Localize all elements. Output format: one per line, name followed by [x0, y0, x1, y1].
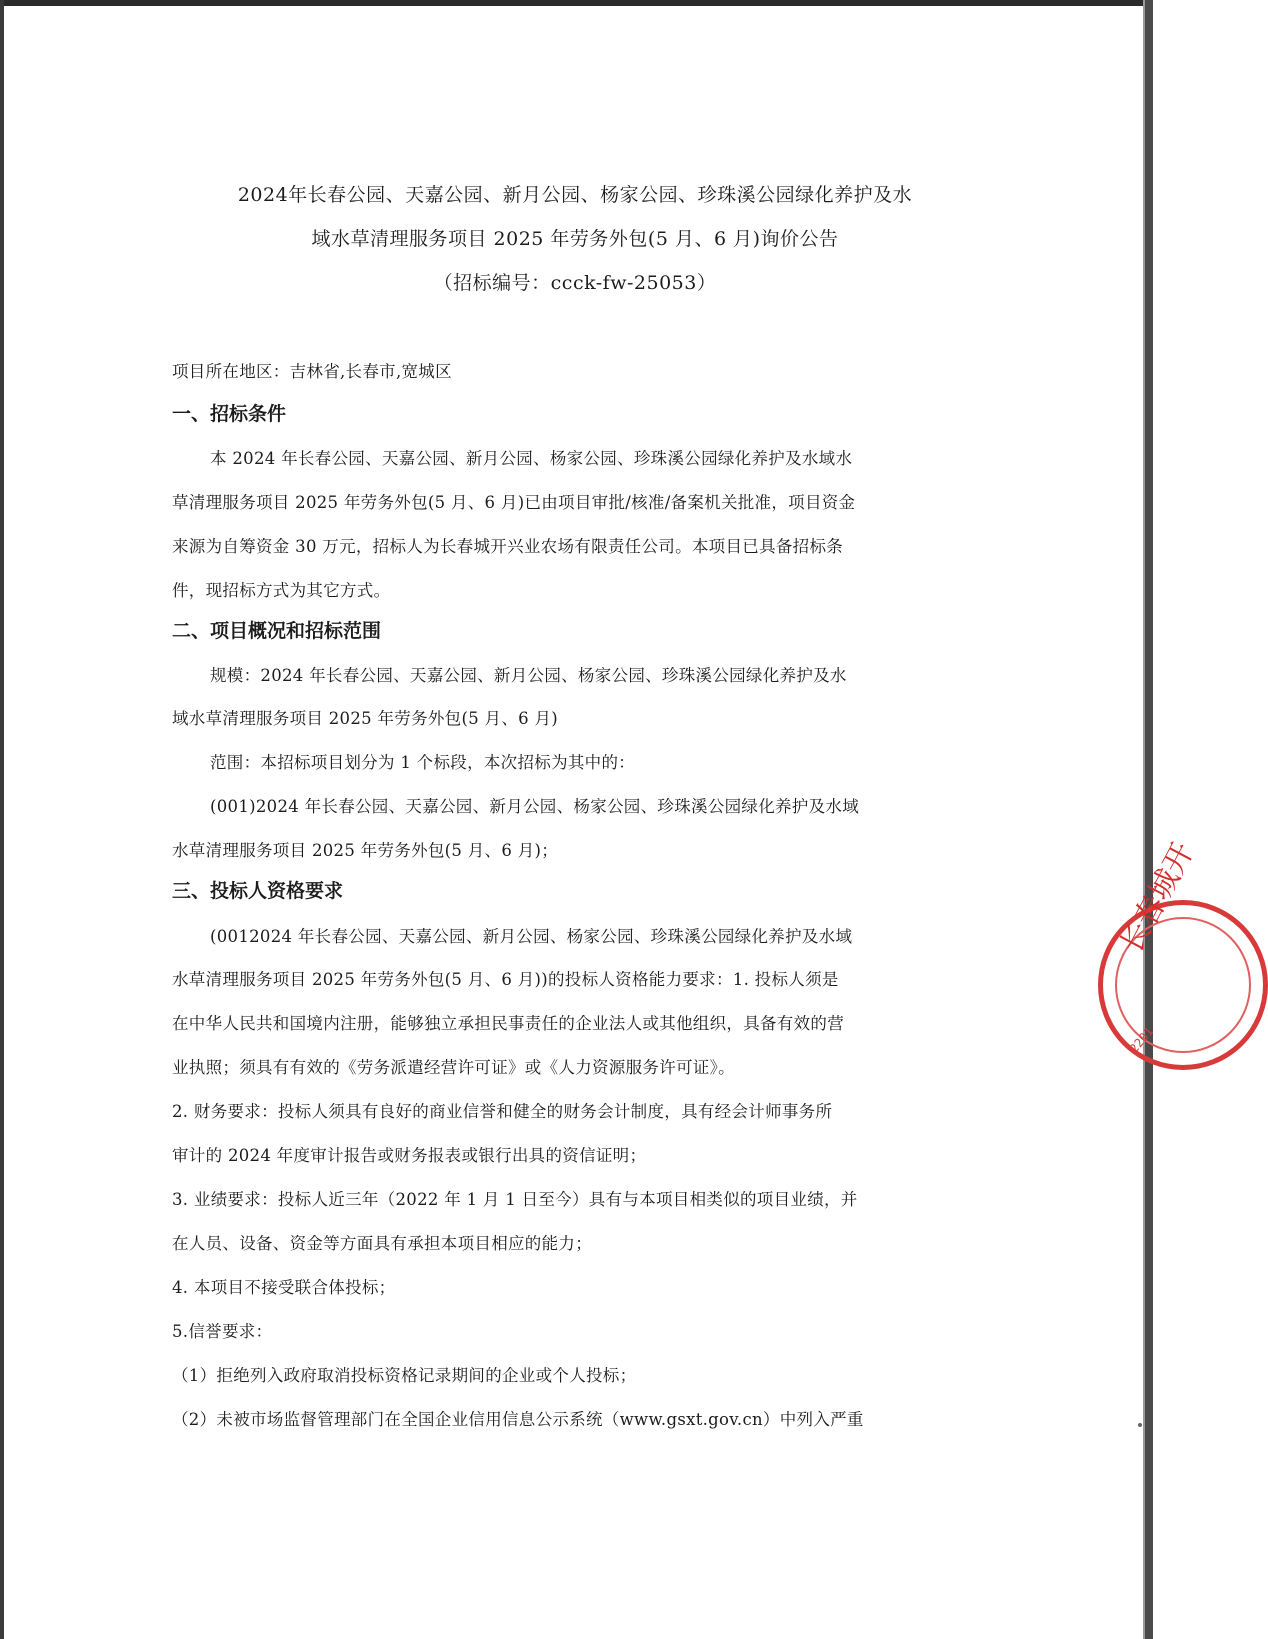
- section-3-line: （2）未被市场监督管理部门在全国企业信用信息公示系统（www.gsxt.gov.cn）中列入严重: [172, 1410, 864, 1429]
- scan-edge-left: [0, 0, 4, 1639]
- project-location: 项目所在地区：吉林省,长春市,宽城区: [172, 362, 452, 381]
- title-line-1: 2024年长春公园、天嘉公园、新月公园、杨家公园、珍珠溪公园绿化养护及水: [237, 184, 913, 206]
- section-2-line: 水草清理服务项目 2025 年劳务外包(5 月、6 月)；: [172, 841, 559, 860]
- section-1-line: 本 2024 年长春公园、天嘉公园、新月公园、杨家公园、珍珠溪公园绿化养护及水域水: [210, 449, 853, 468]
- section-3-line: 在中华人民共和国境内注册，能够独立承担民事责任的企业法人或其他组织，具备有效的营: [172, 1014, 844, 1033]
- section-3-line: 3. 业绩要求：投标人近三年（2022 年 1 月 1 日至今）具有与本项目相类似的项目业绩，并: [172, 1190, 858, 1209]
- scan-edge-right: [1145, 0, 1153, 1639]
- section-3-line: 2. 财务要求：投标人须具有良好的商业信誉和健全的财务会计制度，具有经会计师事务所: [172, 1102, 833, 1121]
- company-seal-stamp: [1098, 836, 1268, 1070]
- section-2-line: 规模：2024 年长春公园、天嘉公园、新月公园、杨家公园、珍珠溪公园绿化养护及水: [210, 666, 847, 685]
- tender-number: （招标编号：ccck-fw-25053）: [433, 272, 717, 294]
- seal-text: 长春城开: [1114, 836, 1202, 960]
- section-3-line: 审计的 2024 年度审计报告或财务报表或银行出具的资信证明；: [172, 1146, 647, 1165]
- section-2-heading: 二、项目概况和招标范围: [172, 620, 382, 642]
- section-3-line: 在人员、设备、资金等方面具有承担本项目相应的能力；: [172, 1234, 592, 1253]
- scan-speck: [1138, 1423, 1142, 1427]
- section-1-heading: 一、招标条件: [172, 403, 287, 425]
- section-1-line: 草清理服务项目 2025 年劳务外包(5 月、6 月)已由项目审批/核准/备案机关批准，项目资金: [172, 493, 856, 512]
- section-3-line: 水草清理服务项目 2025 年劳务外包(5 月、6 月))的投标人资格能力要求：1. 投标人须是: [172, 970, 839, 989]
- section-2-line: 范围：本招标项目划分为 1 个标段，本次招标为其中的：: [210, 753, 636, 772]
- seal-number: 2201: [1126, 1024, 1157, 1056]
- section-3-line: 4. 本项目不接受联合体投标；: [172, 1278, 396, 1297]
- section-3-line: 5.信誉要求：: [172, 1322, 273, 1341]
- section-1-line: 件，现招标方式为其它方式。: [172, 581, 391, 600]
- section-3-line: (0012024 年长春公园、天嘉公园、新月公园、杨家公园、珍珠溪公园绿化养护及水域: [210, 927, 853, 946]
- section-2-line: 域水草清理服务项目 2025 年劳务外包(5 月、6 月): [172, 709, 559, 728]
- section-2-line: (001)2024 年长春公园、天嘉公园、新月公园、杨家公园、珍珠溪公园绿化养护及水域: [210, 797, 860, 816]
- section-3-line: （1）拒绝列入政府取消投标资格记录期间的企业或个人投标；: [172, 1366, 637, 1385]
- section-1-line: 来源为自筹资金 30 万元，招标人为长春城开兴业农场有限责任公司。本项目已具备招标条: [172, 537, 844, 556]
- section-3-line: 业执照；须具有有效的《劳务派遣经营许可证》或《人力资源服务许可证》。: [172, 1058, 735, 1077]
- title-line-2: 域水草清理服务项目 2025 年劳务外包(5 月、6 月)询价公告: [311, 228, 839, 250]
- section-3-heading: 三、投标人资格要求: [172, 880, 344, 902]
- scan-edge-top: [0, 0, 1153, 6]
